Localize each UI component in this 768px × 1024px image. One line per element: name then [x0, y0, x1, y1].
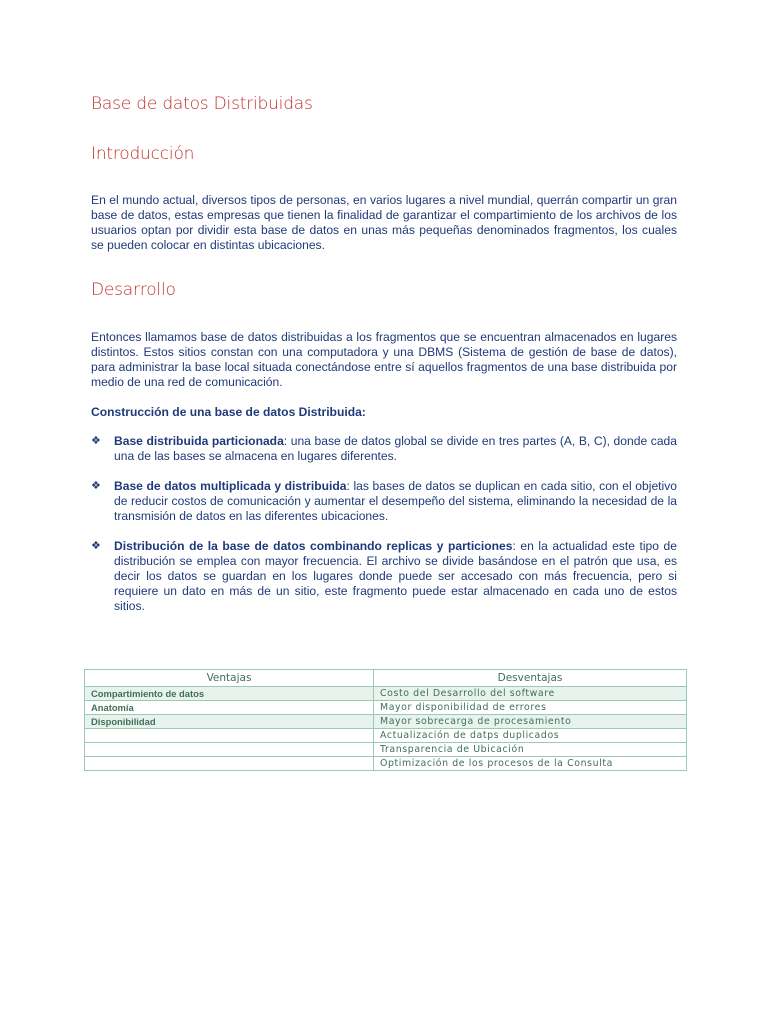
intro-paragraph: En el mundo actual, diversos tipos de personas, en varios lugares a nivel mundial, querrán compartir un gran base de datos, estas empresas que tienen la finalidad de garantizar el compartimiento de los archivos de los usuarios optan por dividir esta base de datos en unas más pequeñas denominados fragmentos, los cuales se pueden colocar en distintas ubicaciones.: [91, 193, 677, 252]
ventaja-cell: Disponibilidad: [85, 715, 374, 729]
ventajas-desventajas-table: [84, 669, 687, 771]
diamond-bullet-icon: ❖: [91, 435, 101, 447]
ventaja-cell: [85, 757, 374, 771]
table-row: [85, 757, 687, 771]
list-item: [91, 479, 677, 524]
table-header-row: [85, 670, 687, 687]
bullet-text: : una base de datos global se divide en tres partes (A, B, C), donde cada una de las bases se almacena en lugares diferentes.: [114, 434, 677, 463]
desventaja-cell: Costo del Desarrollo del software: [374, 687, 687, 701]
bullet-term: Distribución de la base de datos combinando replicas y particiones: [114, 539, 513, 553]
bullet-text: : en la actualidad este tipo de distribución se emplea con mayor frecuencia. El archivo se divide basándose en el patrón que usa, es decir los datos se guardan en los lugares donde puede ser accesado con más frecuencia, pero si requiere un dato en más de un sitio, este fragmento puede estar almacenado en cada uno de estos sitios.: [114, 539, 677, 613]
list-item: [91, 539, 677, 614]
desventaja-cell: Optimización de los procesos de la Consulta: [374, 757, 687, 771]
construccion-subheading: Construcción de una base de datos Distribuida:: [91, 405, 366, 419]
table-row: [85, 715, 687, 729]
table-row: [85, 743, 687, 757]
desventaja-cell: Mayor disponibilidad de errores: [374, 701, 687, 715]
ventaja-cell: Anatomía: [85, 701, 374, 715]
document-title: Base de datos Distribuidas: [91, 94, 313, 114]
table-row: [85, 701, 687, 715]
bullet-term: Base distribuida particionada: [114, 434, 284, 448]
bullet-term: Base de datos multiplicada y distribuida: [114, 479, 347, 493]
diamond-bullet-icon: ❖: [91, 480, 101, 492]
diamond-bullet-icon: ❖: [91, 540, 101, 552]
list-item: [91, 434, 677, 464]
ventaja-cell: Compartimiento de datos: [85, 687, 374, 701]
intro-heading: Introducción: [91, 144, 195, 164]
desventaja-cell: Mayor sobrecarga de procesamiento: [374, 715, 687, 729]
desventaja-cell: Transparencia de Ubicación: [374, 743, 687, 757]
desarrollo-paragraph: Entonces llamamos base de datos distribuidas a los fragmentos que se encuentran almacenados en lugares distintos. Estos sitios constan con una computadora y una DBMS (Sistema de gestión de base de datos), para administrar la base local situada conectándose entre sí aquellos fragmentos de una base distribuida por medio de una red de comunicación.: [91, 330, 677, 389]
ventaja-cell: [85, 743, 374, 757]
desarrollo-heading: Desarrollo: [91, 280, 176, 300]
table-row: [85, 687, 687, 701]
header-desventajas: Desventajas: [374, 670, 687, 687]
table-row: [85, 729, 687, 743]
ventaja-cell: [85, 729, 374, 743]
header-ventajas: Ventajas: [85, 670, 374, 687]
desventaja-cell: Actualización de datps duplicados: [374, 729, 687, 743]
bullet-text: : las bases de datos se duplican en cada sitio, con el objetivo de reducir costos de comunicación y aumentar el desempeño del sistema, eliminando la necesidad de la transmisión de datos en las diferentes ubicaciones.: [114, 479, 677, 523]
